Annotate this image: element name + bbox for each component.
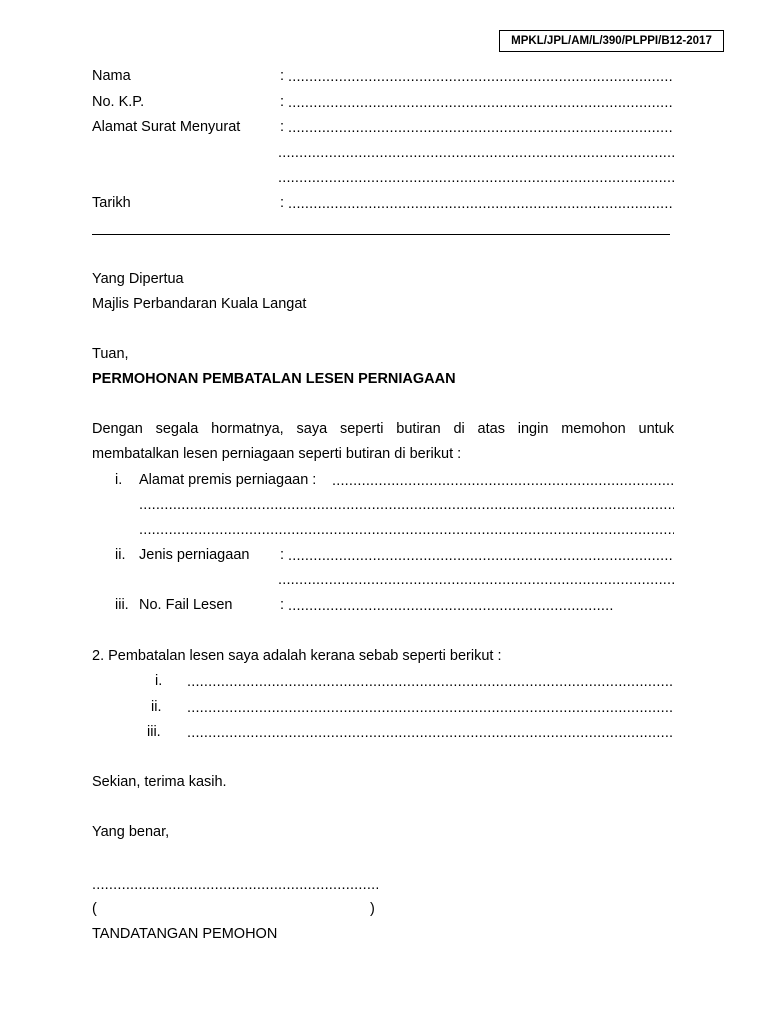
address-field-line-2[interactable] bbox=[278, 146, 674, 162]
reason-field-3[interactable] bbox=[187, 726, 674, 742]
license-file-number-label: No. Fail Lesen bbox=[139, 597, 233, 613]
name-field[interactable] bbox=[288, 70, 674, 86]
closing-remark: Sekian, terima kasih. bbox=[92, 774, 227, 790]
reason-field-1[interactable] bbox=[187, 675, 674, 691]
separator-line bbox=[92, 234, 670, 235]
form-reference-code: MPKL/JPL/AM/L/390/PLPPI/B12-2017 bbox=[511, 35, 712, 47]
premises-address-label: Alamat premis perniagaan : bbox=[139, 472, 317, 488]
business-type-label: Jenis perniagaan bbox=[139, 547, 250, 563]
item-number-i: i. bbox=[115, 472, 123, 488]
reason-number-i: i. bbox=[155, 673, 163, 689]
name-colon: : bbox=[280, 68, 285, 84]
address-label: Alamat Surat Menyurat bbox=[92, 119, 241, 135]
premises-address-field-line-3[interactable] bbox=[139, 523, 674, 539]
item-number-ii: ii. bbox=[115, 547, 126, 563]
recipient-organisation: Majlis Perbandaran Kuala Langat bbox=[92, 296, 307, 312]
business-type-field-line-2[interactable] bbox=[278, 573, 674, 589]
ic-label: No. K.P. bbox=[92, 94, 145, 110]
salutation: Tuan, bbox=[92, 346, 129, 362]
business-type-field-line-1[interactable] bbox=[288, 549, 674, 565]
address-colon: : bbox=[280, 119, 285, 135]
intro-paragraph-line-2: membatalkan lesen perniagaan seperti butiran di berikut : bbox=[92, 446, 462, 462]
date-colon: : bbox=[280, 195, 285, 211]
name-label: Nama bbox=[92, 68, 131, 84]
subject-heading: PERMOHONAN PEMBATALAN LESEN PERNIAGAAN bbox=[92, 371, 456, 387]
signature-name-close-paren: ) bbox=[370, 901, 375, 917]
business-type-colon: : bbox=[280, 547, 285, 563]
date-field[interactable] bbox=[288, 197, 674, 213]
signoff: Yang benar, bbox=[92, 824, 170, 840]
signature-name-open-paren: ( bbox=[92, 901, 97, 917]
signature-name-field[interactable] bbox=[102, 900, 366, 918]
signature-line[interactable] bbox=[92, 878, 378, 894]
premises-address-field-line-1[interactable] bbox=[332, 474, 674, 490]
premises-address-field-line-2[interactable] bbox=[139, 498, 674, 514]
date-label: Tarikh bbox=[92, 195, 131, 211]
intro-paragraph-line-1: Dengan segala hormatnya, saya seperti butiran di atas ingin memohon untuk bbox=[92, 421, 674, 437]
reason-field-2[interactable] bbox=[187, 701, 674, 717]
signature-caption: TANDATANGAN PEMOHON bbox=[92, 926, 278, 942]
address-field-line-3[interactable] bbox=[278, 171, 674, 187]
ic-colon: : bbox=[280, 94, 285, 110]
reason-number-ii: ii. bbox=[151, 699, 162, 715]
license-file-number-field[interactable] bbox=[288, 599, 614, 615]
reason-number-iii: iii. bbox=[147, 724, 161, 740]
ic-field[interactable] bbox=[288, 96, 674, 112]
reason-heading: 2. Pembatalan lesen saya adalah kerana sebab seperti berikut : bbox=[92, 648, 502, 664]
license-file-number-colon: : bbox=[280, 597, 285, 613]
item-number-iii: iii. bbox=[115, 597, 129, 613]
address-field-line-1[interactable] bbox=[288, 121, 674, 137]
recipient-title: Yang Dipertua bbox=[92, 271, 184, 287]
form-reference-box bbox=[499, 30, 724, 52]
